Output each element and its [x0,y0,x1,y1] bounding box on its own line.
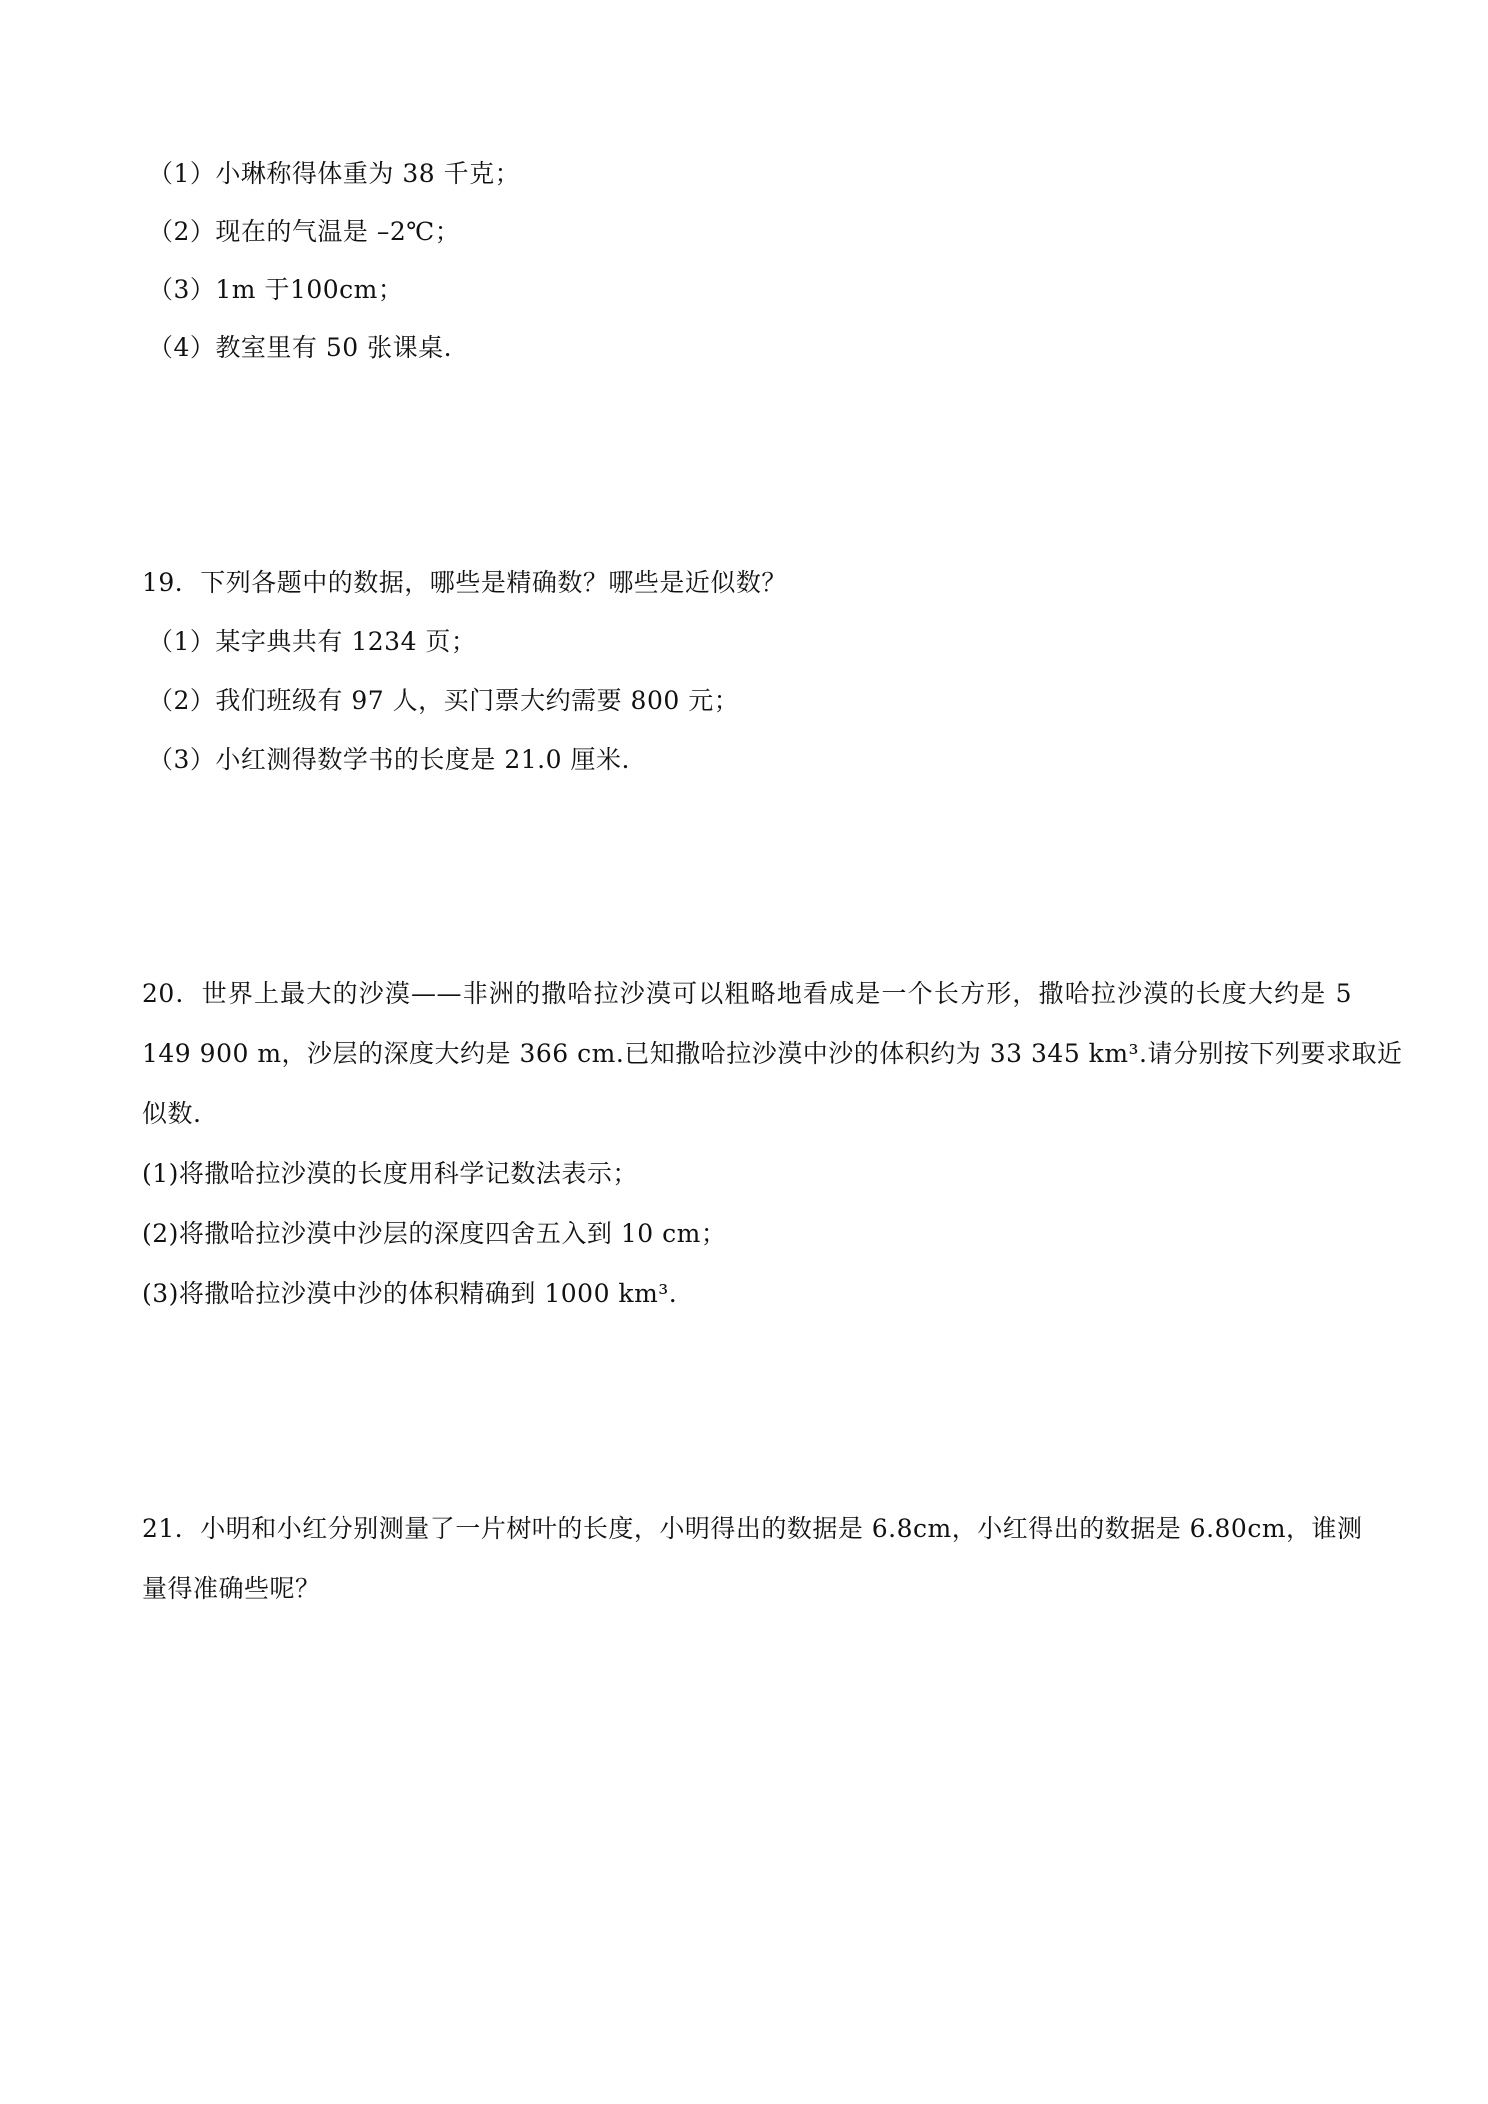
q18-item-4: （4）教室里有 50 张课桌. [148,333,453,362]
q19-stem: 19．下列各题中的数据，哪些是精确数？哪些是近似数？ [142,568,787,597]
q20-stem-line-1: 20．世界上最大的沙漠——非洲的撒哈拉沙漠可以粗略地看成是一个长方形，撒哈拉沙漠的长度大约是 5 [142,979,1352,1008]
q18-item-3: （3）1m 于100cm； [148,275,404,304]
q19-item-3: （3）小红测得数学书的长度是 21.0 厘米. [148,745,630,774]
q21-stem-line-1: 21．小明和小红分别测量了一片树叶的长度，小明得出的数据是 6.8cm，小红得出的数据是 6.80cm，谁测 [142,1514,1363,1543]
q20-item-2: (2)将撒哈拉沙漠中沙层的深度四舍五入到 10 cm； [142,1219,727,1248]
q21-stem-line-2: 量得准确些呢？ [142,1574,321,1603]
q19-item-1: （1）某字典共有 1234 页； [148,627,477,656]
q20-stem-line-2: 149 900 m，沙层的深度大约是 366 cm.已知撒哈拉沙漠中沙的体积约为 33 345 km³.请分别按下列要求取近 [142,1039,1403,1068]
q19-item-2: （2）我们班级有 97 人，买门票大约需要 800 元； [148,686,740,715]
q20-stem-line-3: 似数. [142,1099,202,1128]
q18-item-2: （2）现在的气温是 –2℃； [148,217,461,246]
q18-item-1: （1）小琳称得体重为 38 千克； [148,159,521,188]
q20-item-3: (3)将撒哈拉沙漠中沙的体积精确到 1000 km³. [142,1279,678,1308]
q20-item-1: (1)将撒哈拉沙漠的长度用科学记数法表示； [142,1159,638,1188]
